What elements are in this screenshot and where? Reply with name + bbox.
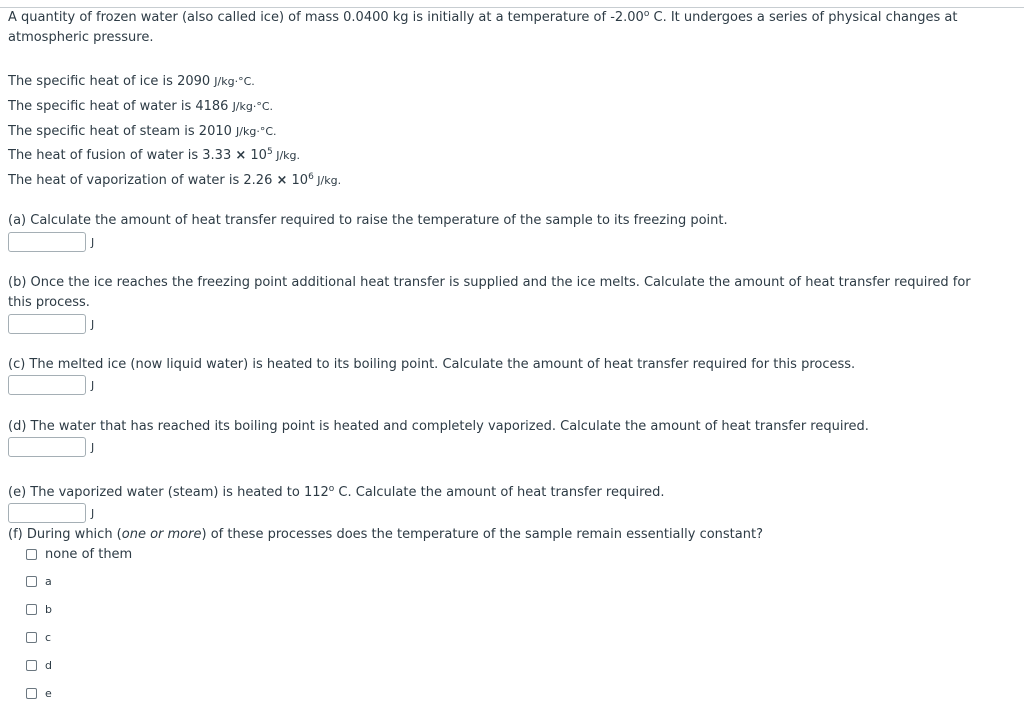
question-b: (b) Once the ice reaches the freezing point additional heat transfer is supplied and the ice melts. Calculate the amount of heat transfer required for this process.: [8, 275, 971, 310]
checkbox-b[interactable]: [26, 604, 37, 615]
checkbox-a[interactable]: [26, 576, 37, 587]
unit-label-c: J: [91, 378, 95, 392]
answer-row-e: [8, 502, 94, 524]
question-c: (c) The melted ice (now liquid water) is heated to its boiling point. Calculate the amount of heat transfer required for this process.: [8, 357, 856, 372]
answer-input-b[interactable]: [8, 314, 86, 334]
unit-label-a: J: [91, 235, 95, 249]
checkbox-d[interactable]: [26, 660, 37, 671]
question-a: (a) Calculate the amount of heat transfer required to raise the temperature of the sample to its freezing point.: [8, 213, 728, 228]
option-none[interactable]: none of them: [26, 547, 132, 562]
option-c[interactable]: c: [26, 631, 51, 644]
mass-value: 0.0400: [343, 10, 389, 25]
option-d[interactable]: d: [26, 659, 52, 672]
unit-label-e: J: [91, 506, 95, 520]
constant-specific-heat-water: The specific heat of water is 4186 J/kg·°C.: [8, 99, 274, 114]
constant-specific-heat-ice: The specific heat of ice is 2090 J/kg·°C.: [8, 74, 255, 89]
constant-heat-of-vaporization: The heat of vaporization of water is $2.26 \times 10^6$ J/kg.: [8, 172, 342, 188]
checkbox-none[interactable]: [26, 549, 37, 560]
answer-row-a: [8, 231, 94, 253]
problem-intro: A quantity of frozen water (also called ice) of mass 0.0400 kg is initially at a temperature of -2.00$^o$ C. It undergoes a series of physical changes at atmospheric pressure.: [8, 9, 958, 45]
option-e[interactable]: e: [26, 687, 52, 700]
answer-row-c: [8, 374, 94, 396]
answer-input-a[interactable]: [8, 232, 86, 252]
option-b[interactable]: b: [26, 603, 52, 616]
answer-input-d[interactable]: [8, 437, 86, 457]
answer-input-c[interactable]: [8, 375, 86, 395]
constant-heat-of-fusion: The heat of fusion of water is $3.33 \times 10^5$ J/kg.: [8, 147, 300, 163]
constant-specific-heat-steam: The specific heat of steam is 2010 J/kg·°C.: [8, 124, 277, 139]
answer-row-d: [8, 436, 94, 458]
unit-label-d: J: [91, 440, 95, 454]
question-e: (e) The vaporized water (steam) is heated to 112$^o$ C. Calculate the amount of heat transfer required.: [8, 484, 665, 500]
answer-row-b: [8, 313, 94, 335]
answer-input-e[interactable]: [8, 503, 86, 523]
option-a[interactable]: a: [26, 575, 52, 588]
question-f: (f) During which (one or more) of these processes does the temperature of the sample remain essentially constant?: [8, 527, 763, 542]
checkbox-e[interactable]: [26, 688, 37, 699]
unit-label-b: J: [91, 317, 95, 331]
checkbox-c[interactable]: [26, 632, 37, 643]
question-d: (d) The water that has reached its boiling point is heated and completely vaporized. Calculate the amount of heat transfer required.: [8, 419, 869, 434]
